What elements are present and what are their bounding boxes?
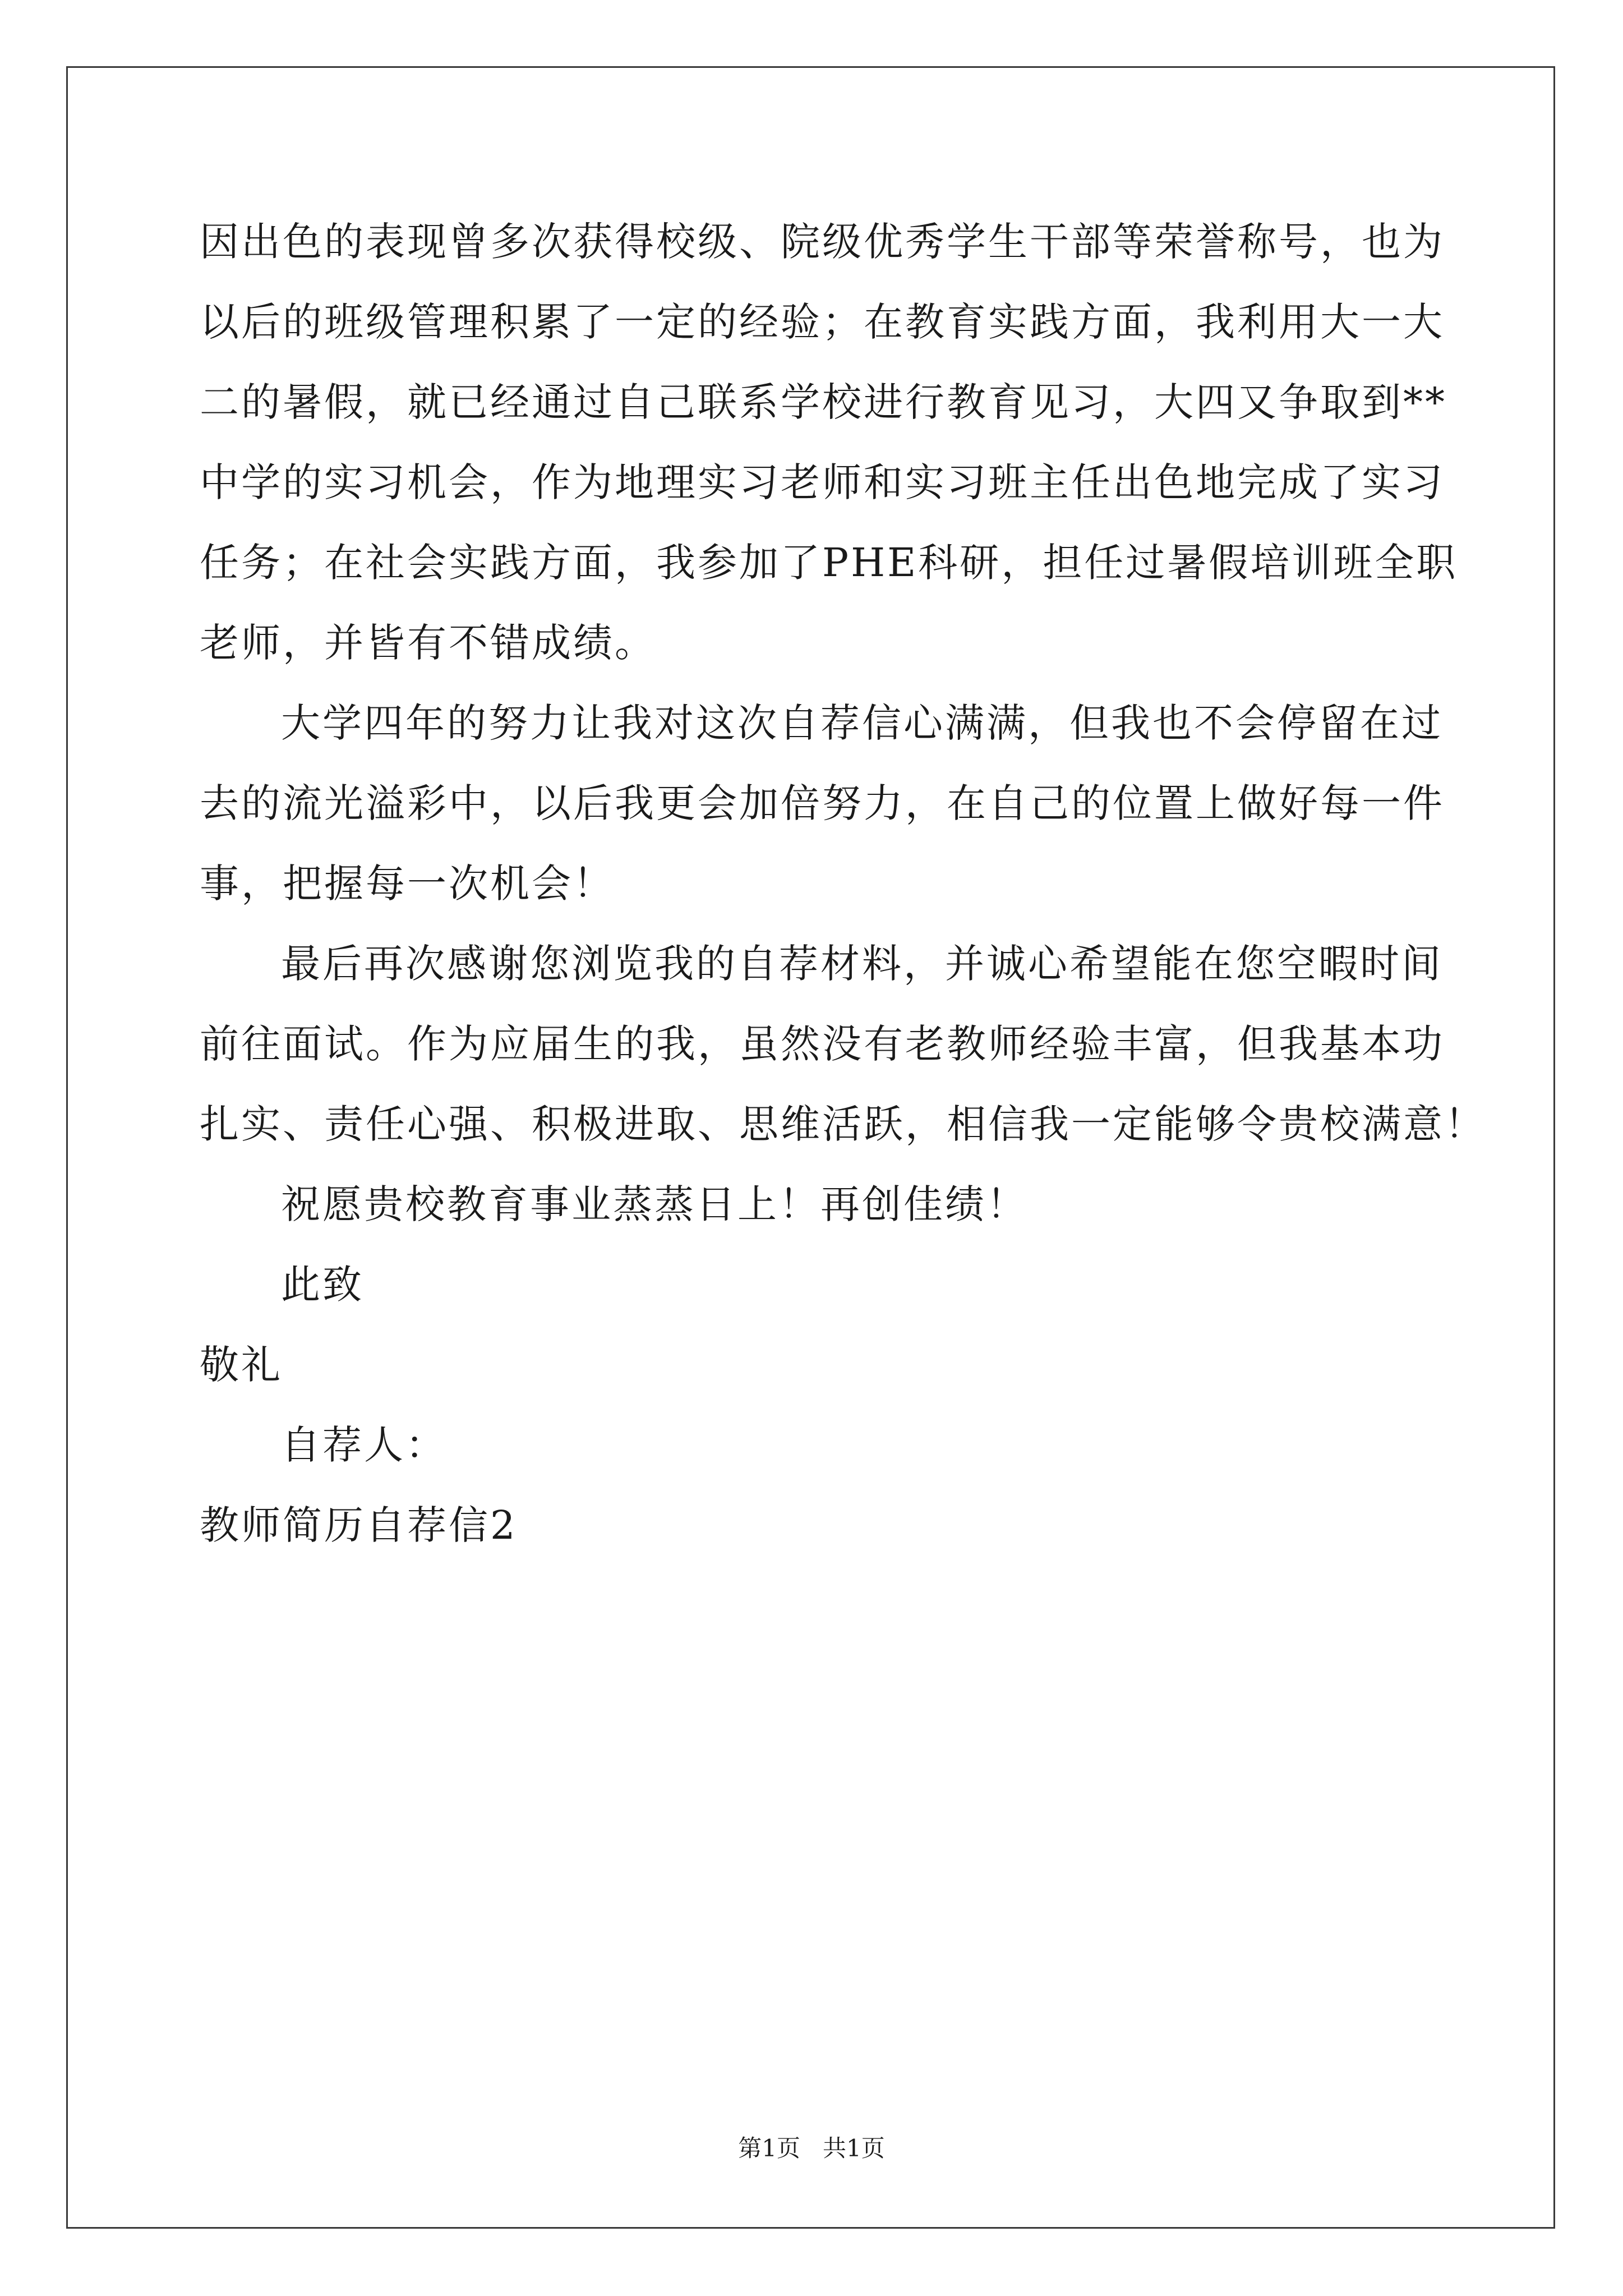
signature-label: 自荐人：	[281, 1422, 447, 1468]
paragraph-3-line-1: 最后再次感谢您浏览我的自荐材料，并诚心希望能在您空暇时间	[281, 941, 1443, 987]
paragraph-1-line-3: 二的暑假，就已经通过自己联系学校进行教育见习，大四又争取到**	[200, 379, 1447, 425]
paragraph-1-line-5: 任务；在社会实践方面，我参加了PHE科研，担任过暑假培训班全职	[200, 540, 1458, 586]
paragraph-2-line-3: 事，把握每一次机会！	[200, 861, 615, 907]
next-section-title: 教师简历自荐信2	[200, 1502, 518, 1548]
paragraph-3-line-3: 扎实、责任心强、积极进取、思维活跃，相信我一定能够令贵校满意！	[200, 1101, 1486, 1147]
paragraph-1-line-1: 因出色的表现曾多次获得校级、院级优秀学生干部等荣誉称号，也为	[200, 219, 1445, 265]
wish-line: 祝愿贵校教育事业蒸蒸日上！再创佳绩！	[281, 1181, 1028, 1227]
closing-regards: 敬礼	[200, 1342, 283, 1388]
paragraph-2-line-2: 去的流光溢彩中，以后我更会加倍努力，在自己的位置上做好每一件	[200, 780, 1445, 826]
paragraph-1-line-6: 老师，并皆有不错成绩。	[200, 620, 656, 666]
page-footer: 第1页 共1页	[738, 2134, 885, 2162]
paragraph-1-line-4: 中学的实习机会，作为地理实习老师和实习班主任出色地完成了实习	[200, 459, 1445, 505]
paragraph-3-line-2: 前往面试。作为应届生的我，虽然没有老教师经验丰富，但我基本功	[200, 1021, 1445, 1067]
paragraph-2-line-1: 大学四年的努力让我对这次自荐信心满满，但我也不会停留在过	[281, 700, 1443, 746]
paragraph-1-line-2: 以后的班级管理积累了一定的经验；在教育实践方面，我利用大一大	[200, 299, 1445, 345]
closing-salutation: 此致	[281, 1262, 364, 1308]
